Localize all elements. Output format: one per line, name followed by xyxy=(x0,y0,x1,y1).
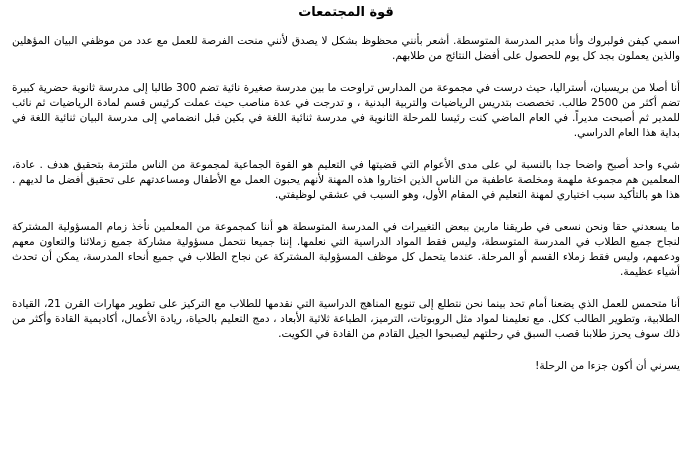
page-title: قوة المجتمعات xyxy=(298,5,394,20)
paragraph-collective-power: شيء واحد أصبح واضحا جدا بالنسبة لي على مدى الأعوام التي قضيتها في التعليم هو القوة الجماعية لمجموعة من الناس ملتزمة بتحقيق هدف . عادة، المعلمين هم مجموعة ملهمة ومخلصة عاطفية من الناس الذين اختاروا هذه المهنة لأنهم يحبون العمل مع الأطفال ومساعدتهم على تحقيق أفضل ما لديهم . هذا هو بالتأكيد سبب اختياري لمهنة التعليم في المقام الأول، وهو السبب في عشقي لوظيفتي. xyxy=(12,159,680,201)
paragraph-curriculum: أنا متحمس للعمل الذي يضعنا أمام تحد بينما نحن نتطلع إلى تنويع المناهج الدراسية التي نقدمها للطلاب مع التركيز على تطوير مهارات القرن 21، القيادة الطلابية، وتطوير الطالب ككل. مع تعليمنا لمواد مثل الروبوتات، الترميز، الطباعة ثلاثية الأبعاد ، دمج التعليم بالحياة، ريادة الأعمال، أكاديمية القادة وأكثر من ذلك سوف يحرز طلابنا قصب السبق في رحلتهم ليصبحوا الجيل القادم من القادة في الكويت. xyxy=(12,298,680,340)
paragraph-shared-responsibility: ما يسعدني حقا ونحن نسعى في طريقنا مارين ببعض التغييرات في المدرسة المتوسطة هو أننا كمجموعة من المعلمين نأخذ زمام المسؤولية المشتركة لنجاح جميع الطلاب في المدرسة المتوسطة، وليس فقط المواد الدراسية التي نعلمها. إننا جميعا نتحمل مسؤولية مشاركة جميع زملائنا والتعاون معهم ودعمهم، وليس فقط زملاء القسم أو المرحلة. عندما يتحمل كل موظف المسؤولية المشتركة عن نجاح الطلاب في جميع أنحاء المدرسة، يمكن أن تحدث أشياء عظيمة. xyxy=(12,221,680,278)
paragraph-background: أنا أصلا من بريسبان، أستراليا، حيث درست في مجموعة من المدارس تراوحت ما بين مدرسة صغيرة نائية تضم 300 طالبا إلى مدرسة ثانوية حضرية كبيرة تضم أكثر من 2500 طالب. تخصصت بتدريس الرياضيات والتربية البدنية ، و تدرجت في عدة مناصب حيث عملت كرئيس قسم لمادة الرياضيات ثم نائب للمدير ثم أصبحت مديراً. في العام الماضي كنت رئيسا للمرحلة الثانوية في مدرسة ثنائية اللغة في بكين قبل انضمامي إلى مدرسة البيان ثنائية اللغة في بداية هذا العام الدراسي. xyxy=(12,82,680,139)
paragraph-introduction: اسمي كيفن فولبروك وأنا مدير المدرسة المتوسطة. أشعر بأنني محظوظ بشكل لا يصدق لأنني منحت الفرصة للعمل مع عدد من موظفي البيان المؤهلين والذين يعملون بجد كل يوم للحصول على أفضل النتائج من طلابهم. xyxy=(12,35,680,62)
closing-line: يسرني أن أكون جزءا من الرحلة! xyxy=(535,360,680,372)
